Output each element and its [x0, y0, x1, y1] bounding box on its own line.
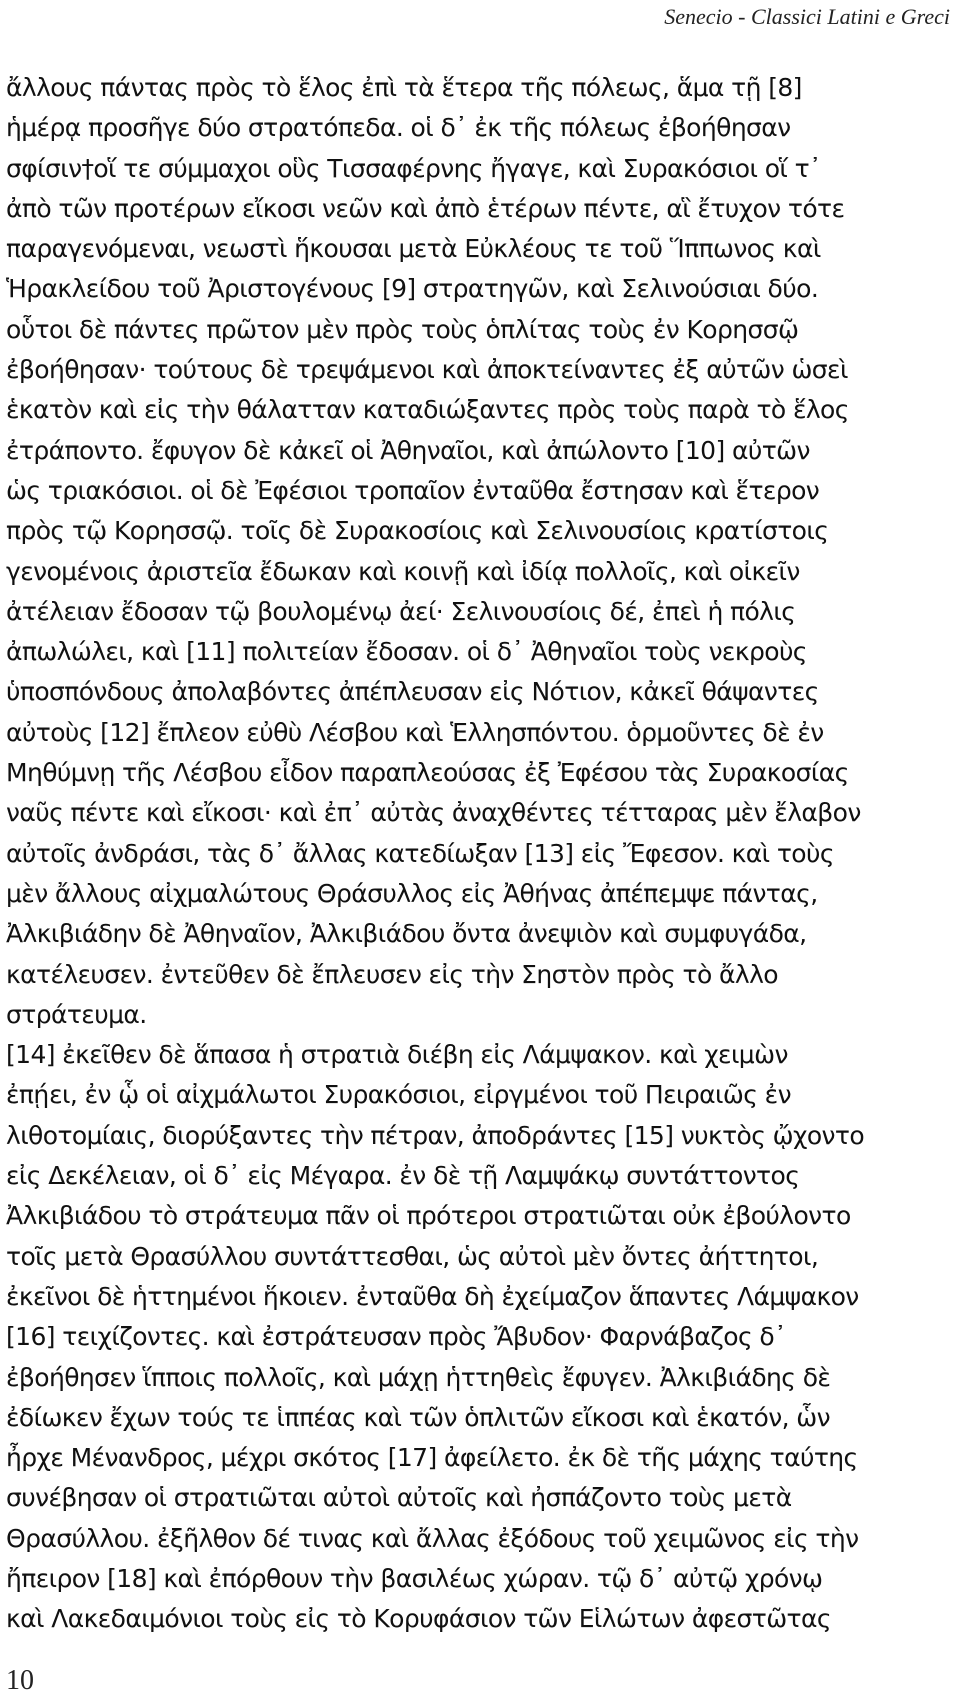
text-line: Θρασύλλου. ἐξῆλθον δέ τινας καὶ ἄλλας ἐξόδους τοῦ χειμῶνος εἰς τὴν	[6, 1523, 859, 1553]
text-line: [16] τειχίζοντες. καὶ ἐστράτευσαν πρὸς Ἄβυδον· Φαρνάβαζος δ᾽	[6, 1322, 786, 1352]
text-line: Μηθύμνῃ τῆς Λέσβου εἶδον παραπλεούσας ἐξ Ἐφέσου τὰς Συρακοσίας	[6, 758, 849, 788]
text-line: τοῖς μετὰ Θρασύλλου συντάττεσθαι, ὡς αὐτοὶ μὲν ὄντες ἀήττητοι,	[6, 1241, 819, 1271]
text-line: ἀπωλώλει, καὶ [11] πολιτείαν ἔδοσαν. οἱ δ᾽ Ἀθηναῖοι τοὺς νεκροὺς	[6, 637, 807, 667]
text-line: ἀπὸ τῶν προτέρων εἴκοσι νεῶν καὶ ἀπὸ ἑτέρων πέντε, αἳ ἔτυχον τότε	[6, 193, 845, 223]
text-line: ὑποσπόνδους ἀπολαβόντες ἀπέπλευσαν εἰς Νότιον, κἀκεῖ θάψαντες	[6, 677, 819, 707]
text-line: γενομένοις ἀριστεῖα ἔδωκαν καὶ κοινῇ καὶ ἰδίᾳ πολλοῖς, καὶ οἰκεῖν	[6, 556, 800, 586]
text-line: εἰς Δεκέλειαν, οἱ δ᾽ εἰς Μέγαρα. ἐν δὲ τῇ Λαμψάκῳ συντάττοντος	[6, 1161, 800, 1191]
text-line: ἐκεῖνοι δὲ ἡττημένοι ἥκοιεν. ἐνταῦθα δὴ ἐχείμαζον ἅπαντες Λάμψακον	[6, 1281, 859, 1311]
text-line: λιθοτομίαις, διορύξαντες τὴν πέτραν, ἀποδράντες [15] νυκτὸς ᾤχοντο	[6, 1120, 865, 1150]
page-number: 10	[6, 1665, 34, 1696]
text-line: οὗτοι δὲ πάντες πρῶτον μὲν πρὸς τοὺς ὁπλίτας τοὺς ἐν Κορησσῷ	[6, 314, 799, 344]
text-line: ἑκατὸν καὶ εἰς τὴν θάλατταν καταδιώξαντες πρὸς τοὺς παρὰ τὸ ἕλος	[6, 395, 849, 425]
text-line: ἡμέρᾳ προσῆγε δύο στρατόπεδα. οἱ δ᾽ ἐκ τῆς πόλεως ἐβοήθησαν	[6, 113, 791, 143]
text-line: πρὸς τῷ Κορησσῷ. τοῖς δὲ Συρακοσίοις καὶ Σελινουσίοις κρατίστοις	[6, 516, 829, 546]
text-line: ἄλλους πάντας πρὸς τὸ ἕλος ἐπὶ τὰ ἕτερα τῆς πόλεως, ἅμα τῇ [8]	[6, 73, 802, 102]
text-line: Ἡρακλείδου τοῦ Ἀριστογένους [9] στρατηγῶν, καὶ Σελινούσιαι δύο.	[6, 274, 819, 304]
text-line: καὶ Λακεδαιμόνιοι τοὺς εἰς τὸ Κορυφάσιον τῶν Εἱλώτων ἀφεστῶτας	[6, 1604, 831, 1634]
text-line: κατέλευσεν. ἐντεῦθεν δὲ ἔπλευσεν εἰς τὴν Σηστὸν πρὸς τὸ ἄλλο	[6, 959, 778, 989]
text-line: συνέβησαν οἱ στρατιῶται αὐτοὶ αὐτοῖς καὶ ἠσπάζοντο τοὺς μετὰ	[6, 1483, 792, 1513]
text-line: ὡς τριακόσιοι. οἱ δὲ Ἐφέσιοι τροπαῖον ἐνταῦθα ἔστησαν καὶ ἕτερον	[6, 475, 820, 505]
greek-text-body	[6, 68, 956, 1640]
text-line: ἀτέλειαν ἔδοσαν τῷ βουλομένῳ ἀεί· Σελινουσίοις δέ, ἐπεὶ ἡ πόλις	[6, 596, 796, 626]
text-line: ἤπειρον [18] καὶ ἐπόρθουν τὴν βασιλέως χώραν. τῷ δ᾽ αὐτῷ χρόνῳ	[6, 1563, 823, 1593]
text-line: [14] ἐκεῖθεν δὲ ἅπασα ἡ στρατιὰ διέβη εἰς Λάμψακον. καὶ χειμὼν	[6, 1040, 788, 1070]
text-line: στράτευμα.	[6, 999, 147, 1029]
text-line: ἐδίωκεν ἔχων τούς τε ἱππέας καὶ τῶν ὁπλιτῶν εἴκοσι καὶ ἑκατόν, ὧν	[6, 1402, 831, 1432]
text-line: ναῦς πέντε καὶ εἴκοσι· καὶ ἐπ᾽ αὐτὰς ἀναχθέντες τέτταρας μὲν ἔλαβον	[6, 798, 861, 828]
text-line: Ἀλκιβιάδου τὸ στράτευμα πᾶν οἱ πρότεροι στρατιῶται οὐκ ἐβούλοντο	[6, 1201, 851, 1231]
text-line: Ἀλκιβιάδην δὲ Ἀθηναῖον, Ἀλκιβιάδου ὄντα ἀνεψιὸν καὶ συμφυγάδα,	[6, 919, 807, 949]
running-header-title: Senecio - Classici Latini e Greci	[664, 4, 950, 29]
text-line: σφίσιν†οἵ τε σύμμαχοι οὓς Τισσαφέρνης ἤγαγε, καὶ Συρακόσιοι οἵ τ᾽	[6, 153, 821, 183]
text-line: ἐπῄει, ἐν ᾧ οἱ αἰχμάλωτοι Συρακόσιοι, εἰργμένοι τοῦ Πειραιῶς ἐν	[6, 1080, 791, 1110]
text-line: ἐβοήθησεν ἵπποις πολλοῖς, καὶ μάχῃ ἡττηθεὶς ἔφυγεν. Ἀλκιβιάδης δὲ	[6, 1362, 831, 1392]
text-line: ἦρχε Μένανδρος, μέχρι σκότος [17] ἀφείλετο. ἐκ δὲ τῆς μάχης ταύτης	[6, 1443, 858, 1473]
text-line: ἐτράποντο. ἔφυγον δὲ κἀκεῖ οἱ Ἀθηναῖοι, καὶ ἀπώλοντο [10] αὐτῶν	[6, 435, 810, 465]
text-line: παραγενόμεναι, νεωστὶ ἥκουσαι μετὰ Εὐκλέους τε τοῦ Ἵππωνος καὶ	[6, 234, 821, 264]
text-line: αὐτοῖς ἀνδράσι, τὰς δ᾽ ἄλλας κατεδίωξαν [13] εἰς Ἔφεσον. καὶ τοὺς	[6, 838, 834, 868]
text-line: αὐτοὺς [12] ἔπλεον εὐθὺ Λέσβου καὶ Ἑλλησπόντου. ὁρμοῦντες δὲ ἐν	[6, 717, 824, 747]
text-line: μὲν ἄλλους αἰχμαλώτους Θράσυλλος εἰς Ἀθήνας ἀπέπεμψε πάντας,	[6, 878, 818, 908]
text-line: ἐβοήθησαν· τούτους δὲ τρεψάμενοι καὶ ἀποκτείναντες ἐξ αὐτῶν ὡσεὶ	[6, 355, 848, 385]
